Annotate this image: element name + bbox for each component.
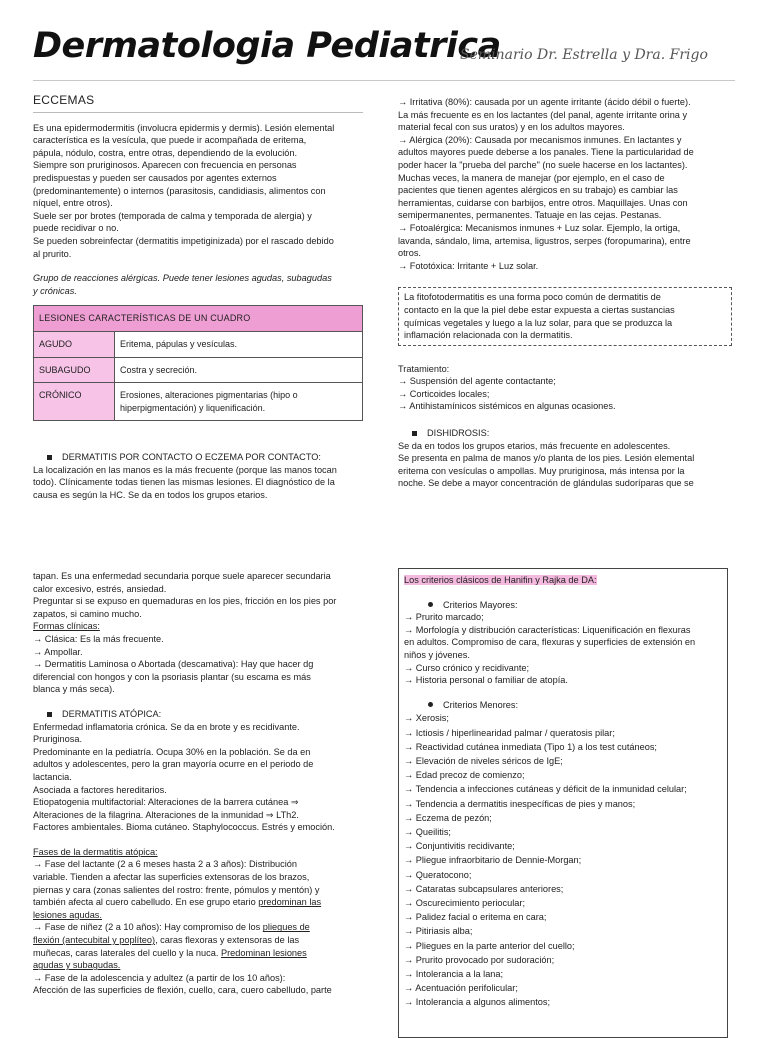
underlined-text: lesiones agudas.	[33, 909, 102, 920]
text-line: pacientes que tienen agentes alérgicos en su trabajo) es cambiar las	[398, 185, 678, 196]
round-bullet-icon	[428, 702, 433, 707]
contact-types	[398, 96, 732, 272]
text-line: La localización en las manos es la más frecuente (porque las manos tocan	[33, 464, 337, 475]
table-cell-stage: AGUDO	[34, 331, 115, 357]
list-item: → Oscurecimiento periocular;	[404, 897, 526, 908]
text-line: piernas y cara (zonas salientes del rostro: frente, pómulos y mentón) y	[33, 884, 320, 895]
list-item: → Acentuación perifolicular;	[404, 983, 518, 994]
text-line: Predominante en la pediatría. Ocupa 30% en la población. Se da en	[33, 746, 311, 757]
lesions-table	[33, 305, 363, 421]
list-item: → Intolerancia a algunos alimentos;	[404, 997, 551, 1008]
text-line: eritema con vesículas o ampollas. Muy pruriginosa, más intensa por la	[398, 465, 685, 476]
table-cell-stage: SUBAGUDO	[34, 357, 115, 383]
square-bullet-icon	[47, 712, 52, 717]
text-line: adultos y adolescentes, pero la gran mayoría ocurre en el periodo de	[33, 759, 314, 770]
text-line: níquel, entre otros).	[33, 198, 113, 209]
text-line: blanca y más seca).	[33, 684, 115, 695]
heading-text: DERMATITIS POR CONTACTO O ECZEMA POR CONTACTO:	[62, 452, 321, 463]
menores-heading	[404, 699, 722, 712]
text-line: Se presenta en palma de manos y/o planta de los pies. Lesión elemental	[398, 453, 695, 464]
list-item: → Queilitis;	[404, 826, 451, 837]
header-divider	[33, 80, 735, 81]
list-item: → Pliegue infraorbitario de Dennie-Morgan;	[404, 855, 582, 866]
text-line: causa es según la HC. Se da en todos los grupos etarios.	[33, 490, 268, 501]
text-line: → Irritativa (80%): causada por un agente irritante (ácido débil o fuerte).	[398, 97, 691, 107]
list-item: → Ictiosis / hiperlinearidad palmar / queratosis pilar;	[404, 727, 615, 738]
text-line: → Fototóxica: Irritante + Luz solar.	[398, 260, 539, 271]
text-line	[33, 934, 367, 947]
text-line: lavanda, sándalo, lima, artemisa, ligustros, serpes (foropumarina), entre	[398, 235, 691, 246]
table-cell-lesions: Eritema, pápulas y vesículas.	[115, 331, 363, 357]
text-line: material fecal con sus uratos) y en los adultos mayores.	[398, 122, 625, 133]
text-line: adultos mayores puede deberse a los panales. Tiene la particularidad de	[398, 147, 694, 158]
heading-text: Criterios Mayores:	[443, 599, 518, 610]
text-line: Es una epidermodermitis (involucra epidermis y dermis). Lesión elemental	[33, 122, 335, 133]
text-line: zapatos, si camino mucho.	[33, 608, 142, 619]
text-line: La fitofotodermatitis es una forma poco común de dermatitis de	[404, 292, 661, 303]
fitofotodermatitis-note	[398, 287, 732, 345]
fases-heading: Fases de la dermatitis atópica:	[33, 846, 158, 857]
text-line: Muchas veces, la manera de manejar (por ejemplo, en el caso de	[398, 172, 665, 183]
square-bullet-icon	[412, 431, 417, 436]
underlined-text: predominan las	[258, 897, 322, 908]
text-line: pápula, nódulo, costra, entre otras, dependiendo de la evolución.	[33, 147, 298, 158]
round-bullet-icon	[428, 602, 433, 607]
criteria-title	[404, 574, 722, 587]
text-span: también afecta al cuero cabelludo. En ese grupo etario	[33, 897, 259, 908]
formas-heading: Formas clínicas:	[33, 621, 100, 632]
list-item: → Pitiriasis alba;	[404, 926, 473, 937]
list-item: → Curso crónico y recidivante;	[404, 662, 530, 673]
heading-text: DERMATITIS ATÓPICA:	[62, 708, 162, 719]
text-line: La más frecuente es en los lactantes (del panal, agente irritante orina y	[398, 109, 688, 120]
text-line: predispuestas y pueden ser causados por agentes externos	[33, 172, 277, 183]
list-item: → Tendencia a infecciones cutáneas y déficit de la inmunidad celular;	[404, 784, 687, 795]
text-line: variable. Tienden a afectar las superficies extensoras de los brazos,	[33, 872, 310, 883]
text-line: Factores ambientales. Bioma cutáneo. Staphylococcus. Estrés y emoción.	[33, 822, 335, 833]
heading-text: DISHIDROSIS:	[427, 428, 490, 439]
text-line: Suele ser por brotes (temporada de calma y temporada de alergia) y	[33, 210, 312, 221]
text-line: → Dermatitis Laminosa o Abortada (descamativa): Hay que hacer dg	[33, 659, 314, 670]
text-line: (predominantemente) o internos (parasitosis, candidiasis, alimentos con	[33, 185, 326, 196]
text-line: → Suspensión del agente contactante;	[398, 376, 556, 387]
text-span: , caras flexoras y extensoras de las	[155, 935, 300, 946]
text-line: otros.	[398, 248, 421, 259]
text-line: semipermanentes, permanentes. Tatuaje en las cejas. Pestanas.	[398, 210, 662, 221]
list-item: → Intolerancia a la lana;	[404, 969, 504, 979]
text-line: Enfermedad inflamatoria crónica. Se da en brote y es recidivante.	[33, 721, 300, 732]
list-item: → Queratocono;	[404, 869, 472, 880]
list-item: → Historia personal o familiar de atopía.	[404, 675, 568, 686]
text-line: químicas vegetales y luego a la luz solar, para que se produzca la	[404, 317, 673, 328]
list-item: → Pliegues en la parte anterior del cuello;	[404, 940, 575, 951]
tratamiento-heading: Tratamiento:	[398, 363, 450, 374]
list-item: → Cataratas subcapsulares anteriores;	[404, 883, 564, 894]
document-title: Dermatologia Pediatrica	[33, 26, 501, 66]
list-item: → Palidez facial o eritema en cara;	[404, 912, 547, 923]
table-row	[34, 383, 363, 421]
text-line: Grupo de reacciones alérgicas. Puede tener lesiones agudas, subagudas	[33, 273, 332, 284]
heading-text: Criterios Menores:	[443, 699, 519, 710]
text-line: calor excesivo, estrés, ansiedad.	[33, 583, 167, 594]
underlined-text: flexión (antecubital y poplíteo)	[33, 935, 156, 946]
underlined-text: pliegues de	[262, 922, 310, 933]
section-heading-eccemas: ECCEMAS	[33, 94, 363, 113]
text-line: herramientas, cuidarse con barbijos, entre otros. Maquillajes. Unas con	[398, 197, 688, 208]
left-top-column	[33, 94, 365, 502]
underlined-text: Predominan lesiones	[220, 947, 307, 958]
text-line: Preguntar si se expuso en quemaduras en los pies, fricción en los pies por	[33, 596, 337, 607]
table-cell-lesions: Erosiones, alteraciones pigmentarias (hipo o hiperpigmentación) y liquenificación.	[115, 383, 363, 421]
text-line: característica es la vesícula, que puede ir acompañada de eritema,	[33, 135, 307, 146]
text-line: tapan. Es una enfermedad secundaria porque suele aparecer secundaria	[33, 571, 331, 581]
text-line: → Fase de la adolescencia y adultez (a partir de los 10 años):	[33, 972, 286, 983]
list-item: → Morfología y distribución características: Liquenificación en flexuras	[404, 624, 691, 635]
intro-paragraph	[33, 122, 365, 261]
text-span: muñecas, caras laterales del cuello y la nuca.	[33, 947, 221, 958]
table-row	[34, 331, 363, 357]
text-line: Afección de las superficies de flexión, cuello, cara, cuero cabelludo, parte	[33, 985, 332, 996]
list-item: → Prurito provocado por sudoración;	[404, 954, 555, 965]
text-line	[33, 921, 367, 934]
table-cell-lesions: Costra y secreción.	[115, 357, 363, 383]
list-item: niños y jóvenes.	[404, 649, 470, 660]
atopica-heading	[33, 708, 367, 721]
underlined-text: agudas y subagudas.	[33, 960, 121, 971]
list-item: → Elevación de niveles séricos de IgE;	[404, 755, 563, 766]
text-line: Alteraciones de la filagrina. Alteraciones de la inmunidad ⇒ LTh2.	[33, 809, 299, 820]
mayores-heading	[404, 599, 722, 612]
text-line: → Ampollar.	[33, 646, 83, 657]
allergic-note	[33, 272, 365, 297]
list-item: → Edad precoz de comienzo;	[404, 770, 525, 781]
text-line: Asociada a factores hereditarios.	[33, 784, 167, 795]
right-top-column	[398, 96, 732, 490]
criteria-box	[398, 568, 728, 1038]
text-line	[33, 896, 367, 909]
text-line: diferencial con hongos y con la psoriasis plantar (su escama es más	[33, 671, 311, 682]
list-item: → Reactividad cutánea inmediata (Tipo 1) a los test cutáneos;	[404, 741, 657, 752]
list-item: → Prurito marcado;	[404, 612, 484, 623]
table-row	[34, 357, 363, 383]
square-bullet-icon	[47, 455, 52, 460]
left-bottom-column	[33, 570, 367, 997]
list-item: → Eczema de pezón;	[404, 812, 492, 823]
text-line: todo). Clínicamente todas tienen las mismas lesiones. El diagnóstico de la	[33, 477, 335, 488]
text-line: noche. Se debe a mayor concentración de glándulas sudoríparas que se	[398, 478, 694, 489]
text-line: Pruriginosa.	[33, 734, 83, 745]
text-line: → Corticoides locales;	[398, 388, 490, 399]
text-line: puede recidivar o no.	[33, 223, 119, 234]
text-line: contacto en la que la piel debe estar expuesta a ciertas sustancias	[404, 304, 675, 315]
document-subtitle: Seminario Dr. Estrella y Dra. Frigo	[460, 47, 708, 63]
text-line: Se pueden sobreinfectar (dermatitis impetiginizada) por el rascado debido	[33, 235, 334, 246]
list-item: → Tendencia a dermatitis inespecíficas de pies y manos;	[404, 798, 636, 809]
text-line: → Fotoalérgica: Mecanismos inmunes + Luz solar. Ejemplo, la ortiga,	[398, 222, 681, 233]
text-line: lactancia.	[33, 771, 72, 782]
text-line: al prurito.	[33, 248, 72, 259]
text-line: → Fase del lactante (2 a 6 meses hasta 2 a 3 años): Distribución	[33, 859, 298, 870]
table-cell-stage: CRÓNICO	[34, 383, 115, 421]
text-line: → Clásica: Es la más frecuente.	[33, 633, 164, 644]
text-line: poder hacer la "prueba del parche" (no suele hacerse en los lactantes).	[398, 159, 688, 170]
text-line: Etiopatogenia multifactorial: Alteraciones de la barrera cutánea ⇒	[33, 797, 299, 808]
contacto-heading	[33, 451, 365, 464]
text-span: → Fase de niñez (2 a 10 años): Hay compromiso de los	[33, 922, 263, 933]
text-line: Siempre son pruriginosos. Aparecen con frecuencia en personas	[33, 160, 297, 171]
text-line: y crónicas.	[33, 285, 77, 296]
list-item: en adultos. Compromiso de cara, flexuras y superficies de extensión en	[404, 637, 696, 648]
text-line: → Alérgica (20%): Causada por mecanismos inmunes. En lactantes y	[398, 134, 682, 145]
text-line: Se da en todos los grupos etarios, más frecuente en adolescentes.	[398, 440, 671, 451]
list-item: → Conjuntivitis recidivante;	[404, 841, 515, 852]
text-line: inflamación relacionada con la dermatitis.	[404, 330, 573, 341]
dishidrosis-heading	[398, 427, 732, 440]
table-header: LESIONES CARACTERÍSTICAS DE UN CUADRO	[34, 306, 363, 332]
text-line: → Antihistamínicos sistémicos en algunas ocasiones.	[398, 401, 616, 412]
list-item: → Xerosis;	[404, 713, 449, 724]
highlighted-title: Los criterios clásicos de Hanifin y Rajka de DA:	[404, 575, 597, 585]
text-line	[33, 947, 367, 960]
